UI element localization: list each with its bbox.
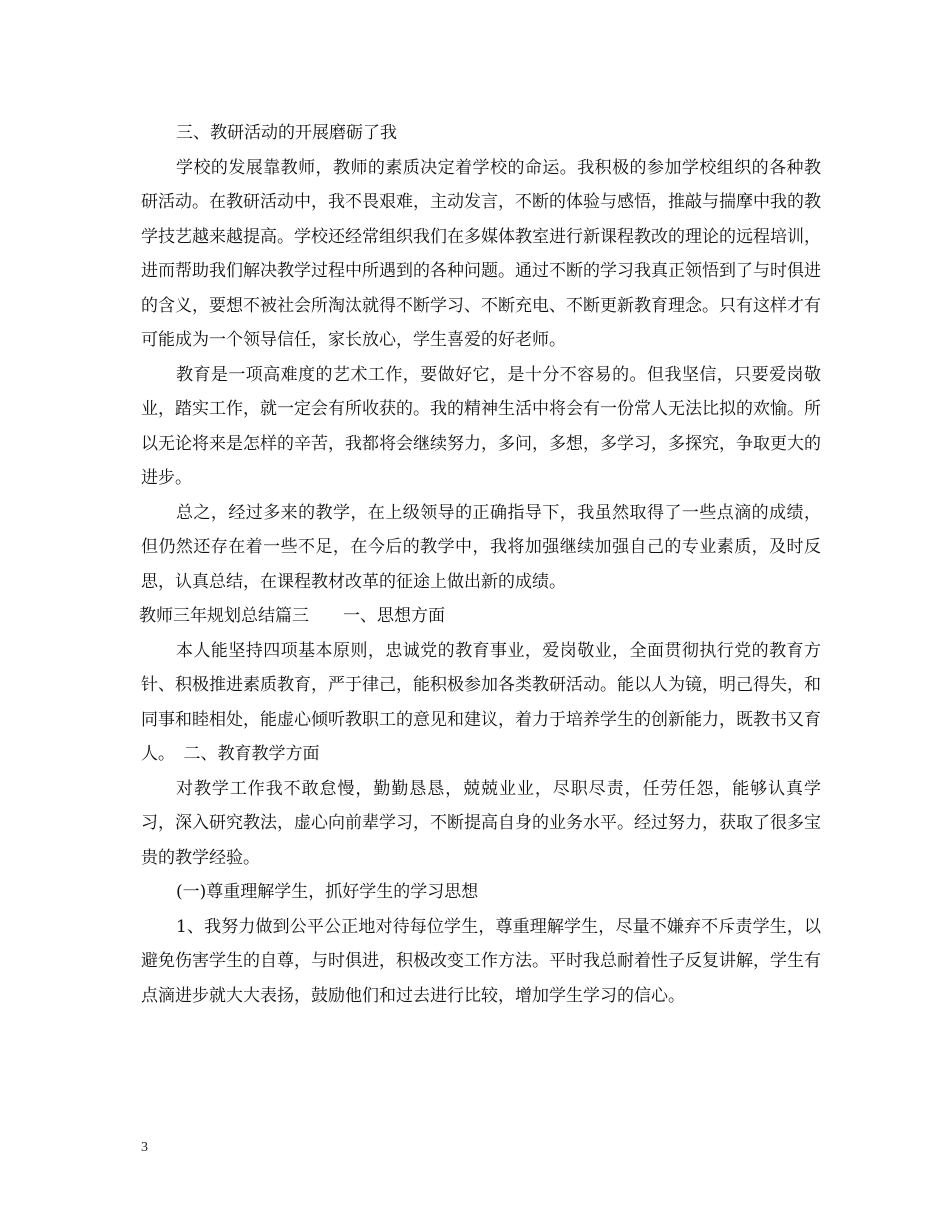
section-subheading-teaching: 二、教育教学方面 xyxy=(183,744,320,764)
paragraph-thought xyxy=(141,634,821,772)
section-title: 教师三年规划总结篇三 xyxy=(139,606,309,626)
page-number: 3 xyxy=(141,1140,148,1155)
document-body xyxy=(141,116,821,1013)
subsection-heading-respect: (一)尊重理解学生，抓好学生的学习思想 xyxy=(176,882,479,902)
paragraph-education-art: 教育是一项高难度的艺术工作，要做好它，是十分不容易的。但我坚信，只要爱岗敬业，踏实工作，就一定会有所收获的。我的精神生活中将会有一份常人无法比拟的欢愉。所以无论将来是怎样的辛苦，我都将会继续努力，多问，多想，多学习，多探究，争取更大的进步。 xyxy=(141,364,821,488)
section-heading-teaching-research: 三、教研活动的开展磨砺了我 xyxy=(176,123,397,143)
paragraph-teaching: 对教学工作我不敢怠慢，勤勤恳恳，兢兢业业，尽职尽责，任劳任怨，能够认真学习，深入研究教法，虚心向前辈学习，不断提高自身的业务水平。经过努力，获取了很多宝贵的教学经验。 xyxy=(141,778,821,868)
paragraph-conclusion: 总之，经过多来的教学，在上级领导的正确指导下，我虽然取得了一些点滴的成绩，但仍然还存在着一些不足，在今后的教学中，我将加强继续加强自己的专业素质，及时反思，认真总结，在课程教材改革的征途上做出新的成绩。 xyxy=(141,502,821,592)
section-heading-line xyxy=(139,599,821,634)
section-subheading-thought: 一、思想方面 xyxy=(343,606,445,626)
paragraph-item-1: 1、我努力做到公平公正地对待每位学生，尊重理解学生，尽量不嫌弃不斥责学生，以避免伤害学生的自尊，与时俱进，积极改变工作方法。平时我总耐着性子反复讲解，学生有点滴进步就大大表扬，鼓励他们和过去进行比较，增加学生学习的信心。 xyxy=(141,916,821,1006)
paragraph-school-development: 学校的发展靠教师，教师的素质决定着学校的命运。我积极的参加学校组织的各种教研活动。在教研活动中，我不畏艰难，主动发言，不断的体验与感悟，推敲与揣摩中我的教学技艺越来越提高。学校还经常组织我们在多媒体教室进行新课程教改的理论的远程培训，进而帮助我们解决教学过程中所遇到的各种问题。通过不断的学习我真正领悟到了与时俱进的含义，要想不被社会所淘汰就得不断学习、不断充电、不断更新教育理念。只有这样才有可能成为一个领导信任，家长放心，学生喜爱的好老师。 xyxy=(141,157,821,350)
paragraph-thought-text: 本人能坚持四项基本原则，忠诚党的教育事业，爱岗敬业，全面贯彻执行党的教育方针、积极推进素质教育，严于律己，能积极参加各类教研活动。能以人为镜，明己得失，和同事和睦相处，能虚心倾听教职工的意见和建议，着力于培养学生的创新能力，既教书又育人。 xyxy=(141,640,821,764)
